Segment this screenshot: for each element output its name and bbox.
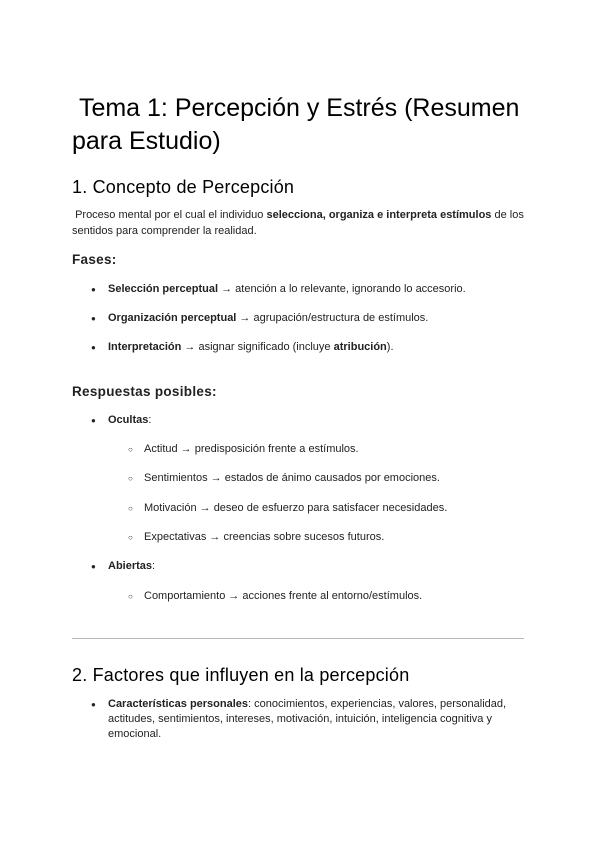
bullet-disc-icon: ● <box>91 700 96 709</box>
list-item-ocultas-4 <box>128 530 385 545</box>
ocultas-4-text: Expectativas → creencias sobre sucesos futuros. <box>144 531 385 543</box>
intro-text-bold: selecciona, organiza e interpreta estímulos <box>266 209 492 221</box>
bullet-disc-icon: ● <box>91 314 96 323</box>
bullet-disc-icon: ● <box>91 285 96 294</box>
ocultas-2-text: Sentimientos → estados de ánimo causados por emociones. <box>144 472 440 484</box>
intro-text-end: de los sentidos para comprender la realidad. <box>72 209 527 237</box>
bullet-circle-icon: ○ <box>128 533 133 542</box>
bullet-circle-icon: ○ <box>128 592 133 601</box>
section-2-heading: 2. Factores que influyen en la percepción <box>72 665 410 685</box>
bullet-circle-icon: ○ <box>128 445 133 454</box>
abiertas-1-text: Comportamiento → acciones frente al entorno/estímulos. <box>144 590 423 602</box>
fases-heading: Fases: <box>72 252 117 267</box>
fase-2-text: → agrupación/estructura de estímulos. <box>236 312 429 324</box>
list-item-fase-3 <box>91 340 394 355</box>
bullet-disc-icon: ● <box>91 343 96 352</box>
ocultas-label: Ocultas <box>108 414 149 426</box>
fase-3-text: → asignar significado (incluye <box>181 341 334 353</box>
abiertas-label: Abiertas <box>108 560 153 572</box>
section-1-intro <box>72 207 532 239</box>
bullet-circle-icon: ○ <box>128 504 133 513</box>
list-item-ocultas <box>91 413 152 428</box>
horizontal-divider <box>72 638 524 639</box>
list-item-ocultas-1 <box>128 442 359 457</box>
fase-1-text: → atención a lo relevante, ignorando lo accesorio. <box>218 283 466 295</box>
list-item-fase-1 <box>91 282 466 297</box>
list-item-ocultas-3 <box>128 501 448 516</box>
list-item-ocultas-2 <box>128 471 440 486</box>
ocultas-3-text: Motivación → deseo de esfuerzo para satisfacer necesidades. <box>144 502 448 514</box>
caracteristicas-text: : conocimientos, experiencias, valores, personalidad, actitudes, sentimientos, intereses, motivación, intuición, inteligencia cognitiva y emocional. <box>108 698 507 740</box>
caracteristicas-label: Características personales <box>108 698 249 710</box>
section-1-heading: 1. Concepto de Percepción <box>72 177 295 197</box>
page-title: Tema 1: Percepción y Estrés (Resumen para Estudio) <box>72 94 527 155</box>
fase-1-label: Selección perceptual <box>108 283 219 295</box>
fase-3-label: Interpretación <box>108 341 182 353</box>
intro-text-start: Proceso mental por el cual el individuo <box>72 209 267 221</box>
ocultas-1-text: Actitud → predisposición frente a estímulos. <box>144 443 359 455</box>
list-item-abiertas <box>91 559 156 574</box>
fase-3-text-end: ). <box>386 341 394 353</box>
list-item-abiertas-1 <box>128 589 423 604</box>
fase-2-label: Organización perceptual <box>108 312 237 324</box>
bullet-circle-icon: ○ <box>128 474 133 483</box>
abiertas-colon: : <box>152 560 156 572</box>
respuestas-heading: Respuestas posibles: <box>72 384 217 399</box>
list-item-caracteristicas <box>91 697 508 742</box>
bullet-disc-icon: ● <box>91 562 96 571</box>
list-item-fase-2 <box>91 311 429 326</box>
ocultas-colon: : <box>148 414 152 426</box>
bullet-disc-icon: ● <box>91 416 96 425</box>
fase-3-atribucion: atribución <box>333 341 387 353</box>
